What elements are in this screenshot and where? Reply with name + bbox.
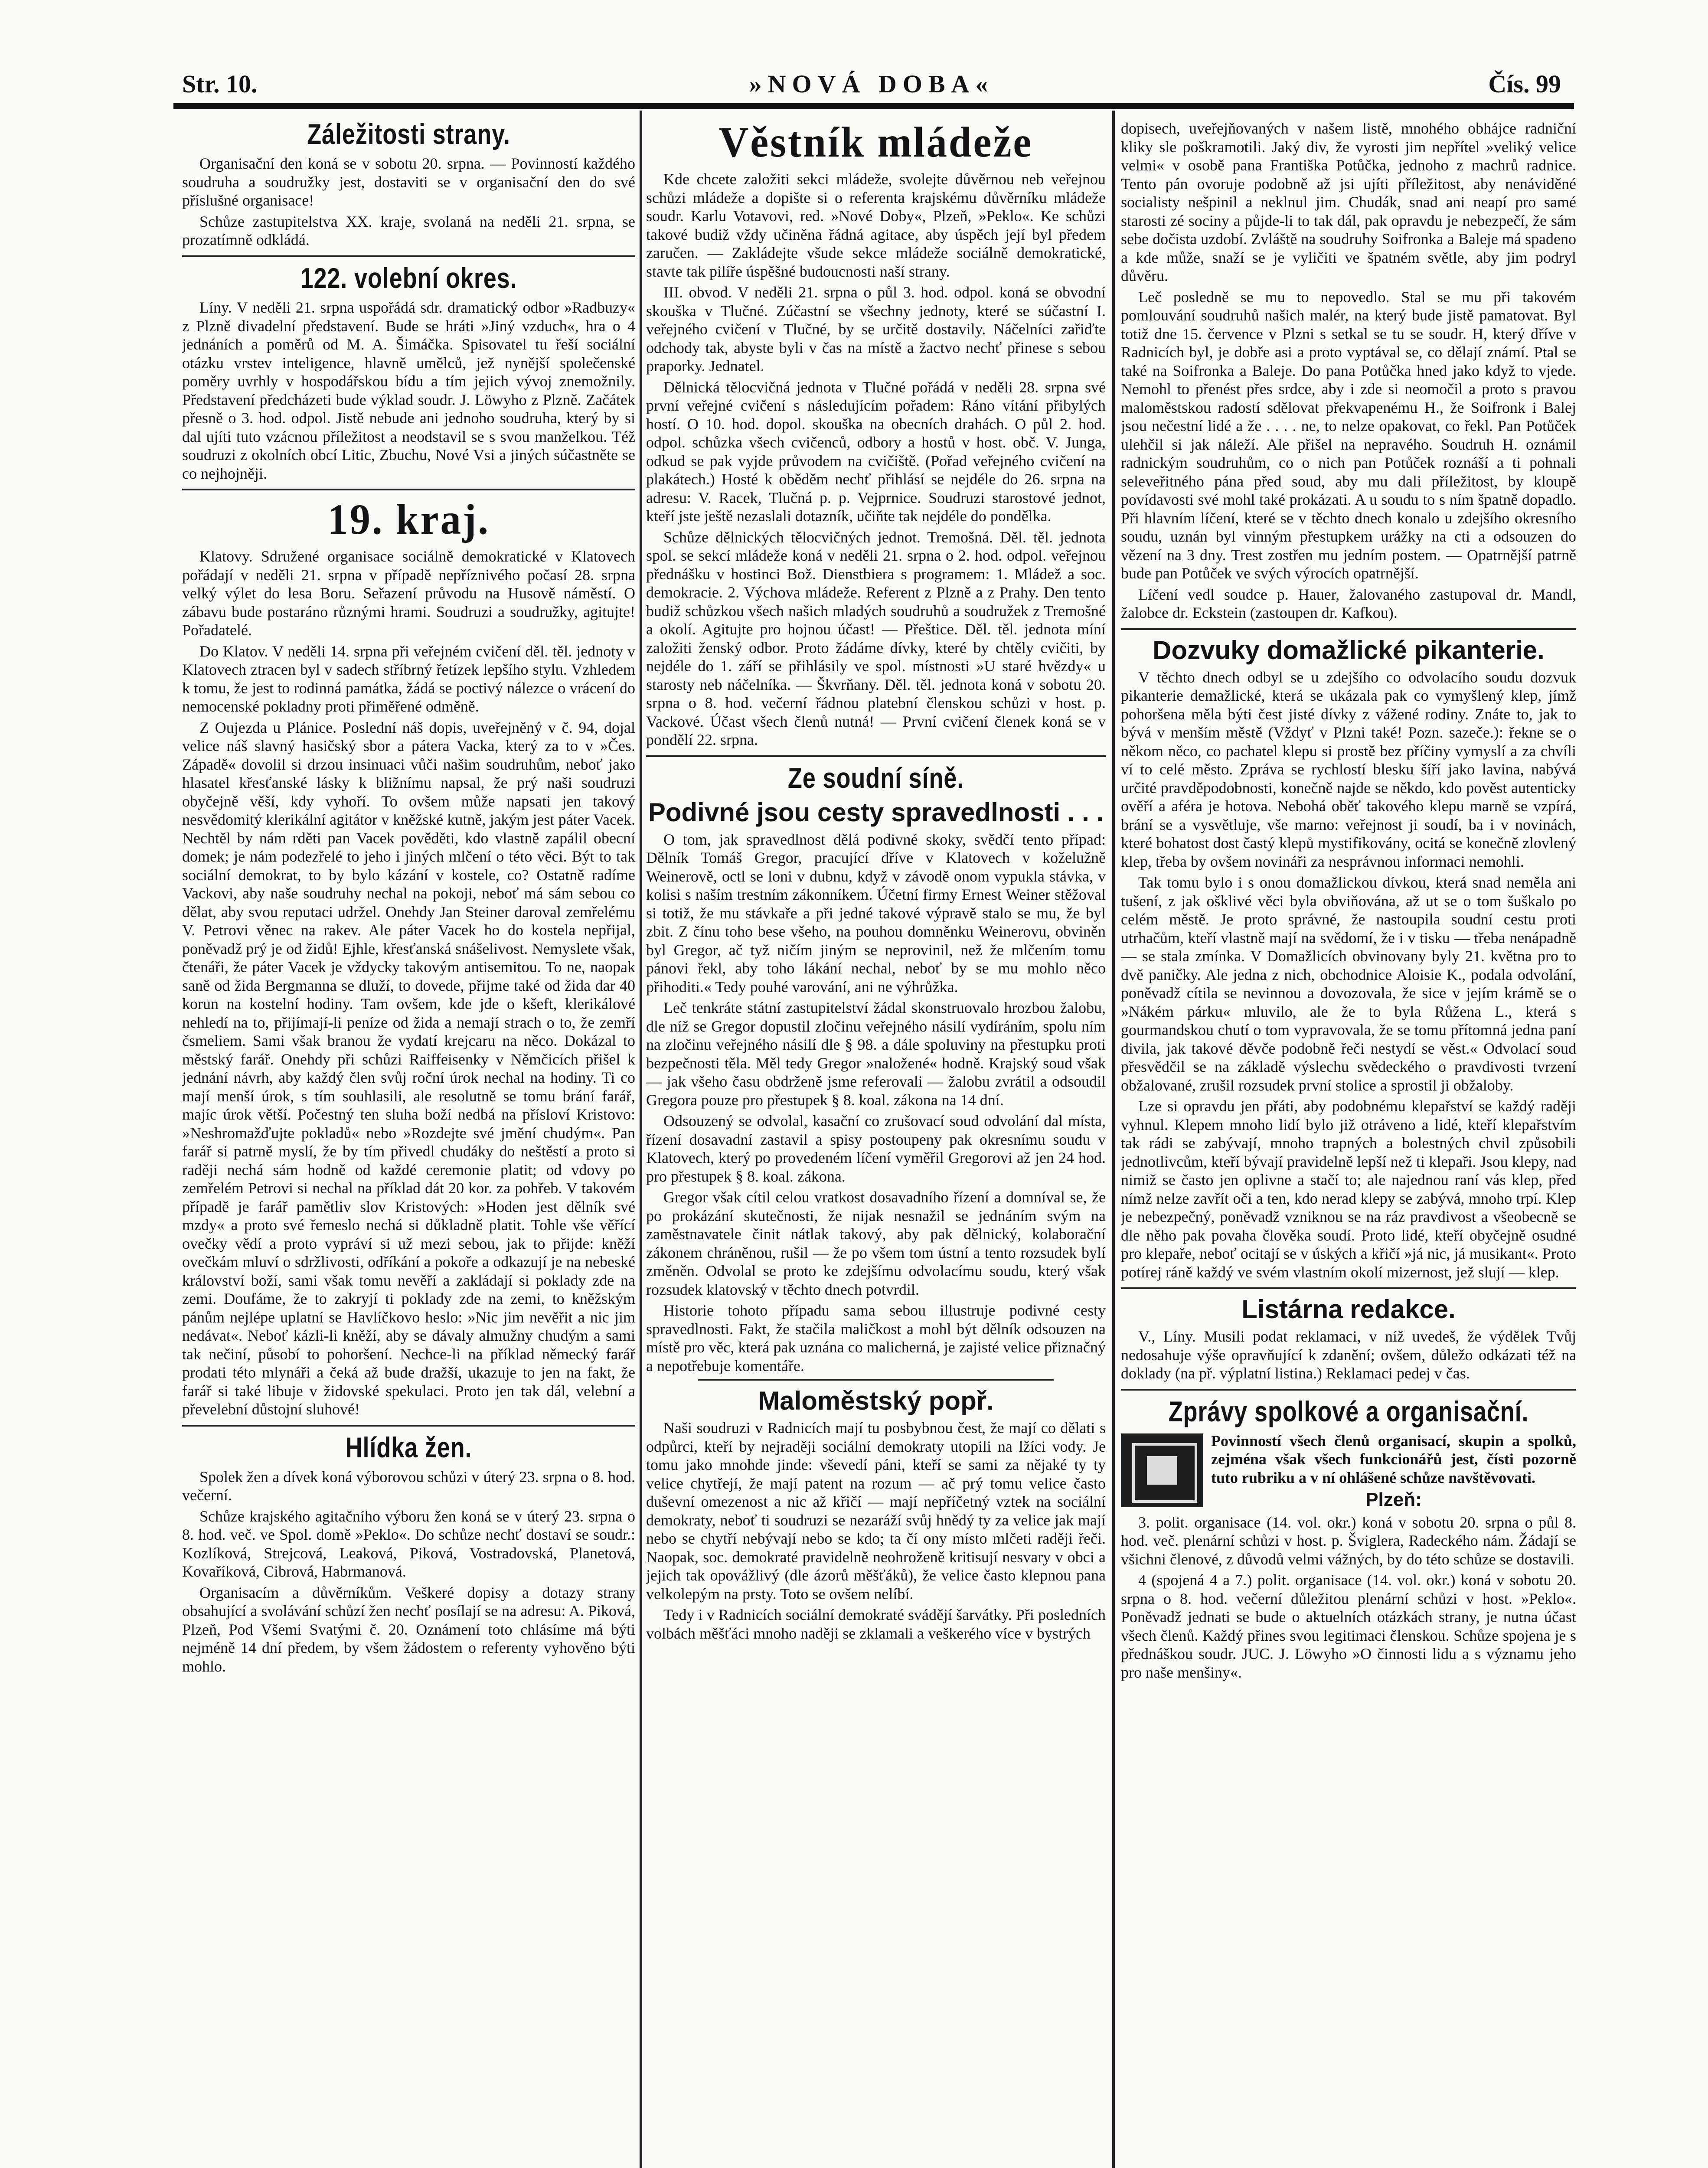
section-divider: [646, 755, 1106, 757]
paragraph: O tom, jak spravedlnost dělá podivné skoky, svědčí tento případ: Dělník Tomáš Gregor, pracující dříve v Klatovech v koželužně Weinerově, octl se loni v dubnu, když v závodě onom vypukla stávka, v kolisi s naším trestním zákonníkem. Účetní firmy Ernest Weiner stěžoval si totiž, že mu stávkaře a při jedné takové výpravě stalo se mu, že byl zbit. Z čínu toho bese všeho, na pouhou domněnku Weinerovu, obviněn byl Gregor, ač tyž ničím jiným se neprovinil, než že mlčením tomu pánovi řekl, aby toho lákání nechal, neboť by se mu mohlo něco přihoditi.« Tedy pouhé varování, ani ne výhrůžka.: [646, 830, 1106, 996]
newspaper-title: »NOVÁ DOBA«: [749, 70, 994, 98]
section-title-courtroom: Ze soudní síně.: [787, 761, 964, 794]
paragraph: Líny. V neděli 21. srpna uspořádá sdr. dramatický odbor »Radbuzy« z Plzně divadelní představení. Bude se hráti »Jiný vzduch«, hra o 4 jednáních a poměrů od M. A. Šimáčka. Spisovatel tu řeší sociální otázku vrstev inteligence, hlavně umělců, jež nynější společenské poměry uvrhly v hospodářskou bídu a tím jejich vývoj znemožnily. Představení předcházeti bude výklad soudr. J. Löwyho z Plzně. Začátek přesně o 3. hod. odpol. Jistě nebude ani jednoho soudruha, který by si dal ujíti tuto vzácnou příležitost a neodstavil se s svou manželkou. Též soudruzi z okolních obcí Litic, Zbuchu, Nové Vsi a jiných súčastněte se co nejhojněji.: [182, 299, 635, 482]
paragraph: Spolek žen a dívek koná výborovou schůzi v úterý 23. srpna o 8. hod. večerní.: [182, 1468, 635, 1504]
paragraph: Gregor však cítil celou vratkost dosavadního řízení a domníval se, že po prokázání skutečnosti, že nijak nesnažil se jednáním svým na zaměstnavatele činit nátlak takový, aby pak dělnický, kolaborační zákonem chráněnou, rušil — že po všem tom ústní a tento rozsudek bylí změněn. Odvolal se proto ke zdejšímu odvolacímu soudu, který však rozsudek klatovský v těchto dnech potvrdil.: [646, 1188, 1106, 1298]
city-heading-plzen: Plzeň:: [1365, 1489, 1422, 1511]
paragraph: Organisační den koná se v sobotu 20. srpna. — Povinností každého soudruha a soudružky jest, dostaviti se v organisační den do své příslušné organisace!: [182, 155, 635, 209]
paragraph: dopisech, uveřejňovaných v našem listě, mnohého obhájce radniční kliky sle poškramotili. Jaký div, že vyrosti jim nepřítel »veliký velice velmi« v osobě pana Františka Potůčka, jednoho z machrů radnice. Tento pán ovoruje podobně až jsi ujíti příležitost, aby nenáviděné socialisty nešpinil a neklnul jim. Chudák, snad ani neapí pro samé starosti zé sociny a půjde-li to tak dál, pak opravdu je nebezpečí, že sám sebe dočista uzdobí. Zvláště na soudruhy Soifronka a Baleje má spadeno a kde může, snaží se je vyličiti ve špatném světle, aby jim podryl důvěru.: [1121, 120, 1576, 284]
paragraph: Do Klatov. V neděli 14. srpna při veřejném cvičení děl. těl. jednoty v Klatovech ztracen byl v sadech stříbrný řetízek lepšího stylu. Vzhledem k tomu, že jest to rodinná památka, žádá se poctivý nálezce o vrácení do nemocenské pokladny proti přiměřené odměně.: [182, 642, 635, 715]
paragraph: Kde chcete založiti sekci mládeže, svolejte důvěrnou neb veřejnou schůzi mládeže a dopište si o referenta krajskému důvěrníku mládeže soudr. Karlu Votavovi, red. »Nové Doby«, Plzeň, »Peklo«. Ke schůzi takové budiž vždy učiněna řádná agitace, aby úspěch její byl předem zaručen. — Zakládejte všude sekce mládeže sociálně demokratické, stavte tak pilíře úspěšné budoucnosti naší strany.: [646, 170, 1106, 280]
article-title-small-town-dispute: Maloměstský popř.: [758, 1386, 994, 1416]
section-title-editorial-letters: Listárna redakce.: [1241, 1295, 1456, 1324]
article-title-justice: Podivné jsou cesty spravedlnosti . . .: [648, 797, 1104, 827]
page-header: [182, 65, 1561, 102]
article-divider: [698, 1379, 1054, 1381]
paragraph: Organisacím a důvěrníkům. Veškeré dopisy a dotazy strany obsahující a svolávání schůzí žen nechť posílají se na adresu: A. Piková, Plzeň, Pod Všemi Svatými č. 20. Oznámení toto chlásíme má býti nejméně 14 dní předem, by všem žádostem o referenty vyhověno býti mohlo.: [182, 1584, 635, 1675]
paragraph: III. obvod. V neděli 21. srpna o půl 3. hod. odpol. koná se obvodní skouška v Tlučné. Zúčastní se všechny jednoty, které se súčastní I. veřejného cvičení v Tlučné, by se určitě dostavily. Náčelníci zařiďte odchody tak, abyste byli v čas na místě a žactvo nechť přinese s sebou praporky. Jednatel.: [646, 284, 1106, 375]
paragraph: Z Oujezda u Plánice. Poslední náš dopis, uveřejněný v č. 94, dojal velice náš slavný hasičský sbor a pátera Vacka, který za to v »Čes. Západě« dovolil si drzou insinuaci vůči našim soudruhům, neboť jako hlasatel křesťanské lásky k bližnímu napsal, že prý naši soudruzi obyčejně věší, kdy vyhoří. To ovšem může napsati jen takový nesvědomitý klerikální agitátor v kněžské kutně, jakým jest páter Vacek. Nechtěl by nám rděti pan Vacek pověděti, kdo vlastně zapálil obecní domek; je nám podezřelé to jeho i jiných mlčení o této věci. Být to tak sociální demokrat, to by bylo kázání v kostele, co? Ostatně radíme Vackovi, aby naše soudruhy nechal na pokoji, neboť má sám sebou co dělat, aby svou reputaci udržel. Onehdy Jan Steiner daroval zemřelému V. Petrovi věnec na rakev. Ale páter Vacek ho do kostela nepřijal, poněvadž prý je od židů! Ejhle, křesťanská snášelivost. Nemyslete však, čtenáři, že páter Vacek je vždycky takovým antisemitou. To ne, naopak saně od žida Bergmanna se dluží, to dovede, přijme také od žida dar 40 korun na kostelní hodiny. Tam ovšem, kde jde o kšeft, klerikálové nehledí na to, přijímají-li peníze od žida a nemají strach o to, že zemří čsmeliem. Sami však branou že vydatí krejcaru na něco. Dokázal to městský farář. Onehdy při schůzi Raiffeisenky v Němčicích přišel k jednání návrh, aby každý člen svůj roční úrok nechal na hodiny. Ti co mají menší úrok, s tím souhlasili, ale resolutně se tomu brání farář, majíc úrok větší. Počestný ten sluha boží nedbá na přísloví Kristovo: »Neshromažďujte pokladů« nebo »Rozdejte své jmění chudým«. Pan farář si patrně myslí, že by tím přivedl chudáky do neštěstí a proto si raději nechá sám hodně od každé ceremonie platit; od vdovy po zemřelém Petrovi si nechal na příklad dát 20 kor. za pohřeb. V takovém případě je farář pamětliv slov Kristových: »Hoden jest dělník své mzdy« a proto své řemeslo nechá si důkladně platit. Tohle vše věřící ovečky vědí a proto vypráví si už mezi sebou, jak to přijde: kněží ovečkám mluví o sdržlivosti, odříkání a pokoře a odkazují je na nebeské království boží, sami však tomu nevěří a zakládají si poklady zde na zemi. Doufáme, že to zakryjí ti poklady zde na zemi, to kněžským pánům nejlépe uplatní se Havlíčkovo heslo: »Nic jim nevěřit a nic jim nedávat«. Neboť kázli-li kněží, aby se dávaly almužny chudým a sami tak nečiní, působí to pohoršení. Nechce-li na příklad německý farář prodati této mlynáři a čeká až bude dražší, ukazuje to jen na fakt, že farář si také libuje v židovské spekulaci. Proto jen tak dál, velební a převelební důstojní sluhové!: [182, 718, 635, 1418]
section-title-party-matters: Záležitosti strany.: [307, 119, 510, 150]
section-title-association-news: Zprávy spolkové a organisační.: [1168, 1395, 1529, 1427]
paragraph: 3. polit. organisace (14. vol. okr.) koná v sobotu 20. srpna o půl 8. hod. več. plenární schůzi v host. p. Šviglera, Radeckého nám. Žádají se všichni členové, z důvodů velmi vážných, by do této schůze se dostavili.: [1121, 1513, 1576, 1568]
section-divider: [182, 255, 635, 257]
section-divider: [1121, 1389, 1576, 1391]
paragraph: Klatovy. Sdružené organisace sociálně demokratické v Klatovech pořádají v neděli 21. srpna v případě nepříznivého počasí 28. srpna velký výlet do lesa Boru. Seřazení průvodu na Husově náměstí. O zábavu bude postaráno různými hrami. Soudruzi a soudružky, agitujte! Pořadatelé.: [182, 548, 635, 639]
page-number: Str. 10.: [182, 70, 258, 98]
section-title-19-region: 19. kraj.: [327, 495, 490, 544]
section-title-youth-bulletin: Věstník mládeže: [718, 119, 1033, 166]
paragraph: Dělnická tělocvičná jednota v Tlučné pořádá v neděli 28. srpna své první veřejné cvičení s následujícím pořadem: Ráno vítání přibylých hostí. O 10. hod. dopol. skouška na obecních drahách. O půl 2. hod. odpol. schůzka všech cvičenců, odbory a hostů v host. obč. V. Junga, odkud se pak vyjde průvodem na cvičiště. (Pořad veřejného cvičení na plakátech.) Hosté k oběděm nechť přihlásí se nejdéle do 26. srpna na adresu: V. Racek, Tlučná p. p. Vejprnice. Soudruzi starostové jednot, kteří jste ještě nezaslali dotazník, učiňte tak nejdéle do pondělka.: [646, 378, 1106, 525]
section-divider: [182, 489, 635, 490]
issue-number: Čís. 99: [1488, 70, 1561, 98]
section-title-womens-watch: Hlídka žen.: [345, 1431, 472, 1463]
column-3: [1121, 119, 1576, 2168]
section-divider: [1121, 628, 1576, 630]
paragraph: V těchto dnech odbyl se u zdejšího co odvolacího soudu dozvuk pikanterie demažlické, která se ukázala pak co vymyšlený klep, jímž pohoršena měla býti čest jisté dívky z vážené rodiny. Znáte to, jak to bývá v menším městě (Vždyť v Plzni také! Pozn. sazeče.): řekne se o někom něco, co pachatel klepu si prostě bez příčiny vymyslí a za chvíli ví to celé město. Zpráva se rychlostí blesku šíří jako lavina, nabývá určité pravděpodobnosti, konečně najde se někdo, kdo pověst autenticky ověří a aféra je hotova. Nebohá oběť takového klepu marně se vzpírá, brání se a vysvětluje, vše marno: veřejnost ji soudí, ba i v novinách, které bohatost dost častý klepů mystifikovány, ocitá se konečně zlovlený klep, třeba by ovšem novináři za nesprávnou informaci nemohli.: [1121, 668, 1576, 870]
column-divider-1: [640, 111, 642, 2168]
paragraph: Líčení vedl soudce p. Hauer, žalovaného zastupoval dr. Mandl, žalobce dr. Eckstein (zastoupen dr. Kafkou).: [1121, 585, 1576, 621]
paragraph: Naši soudruzi v Radnicích mají tu posbybnou čest, že mají co dělati s odpůrci, kteří by nejraději sociální demokraty utopili na lžíci vody. Je tomu jako mnohde jinde: vševedí páni, kteří se sami za nějaké ty ty velice chytřejí, že mají patent na rozum — ač prý tomu velice často duševní omezenost a nic až křičí — mají nepříčetný vztek na sociální demokraty, neboť ti soudruzi se nezaráží svůj hnědý ty za velice jak mají nebo se chytří nebývají nebo se kdo; ta čí ony místo mlčeti raději řeči. Naopak, soc. demokraté pravidelně neohroženě kritisují nesvary v obci a jejich tak opovážlivý (dle ázorů měšťáků), že velice často klepnou pana velkolepým na prsty. Toto se ovšem nelíbí.: [646, 1419, 1106, 1603]
paragraph: Schůze dělnických tělocvičných jednot. Tremošná. Děl. těl. jednota spol. se sekcí mládeže koná v neděli 21. srpna o 2. hod. odpol. veřejnou přednášku v hostinci Bož. Dienstbiera s programem: 1. Mládež a soc. demokracie. 2. Výchova mládeže. Referent z Plzně a z Prahy. Den tento budiž schůzkou všech našich mladých soudruhů a soudružek z Tremošné a okolí. Agitujte pro hojnou účast! — Přeštice. Děl. těl. jednota míní založiti ženský odbor. Proto žádáme dívky, které by chtěly cvičiti, by nejdéle do 1. září se přihlásily ve spol. místnosti »U staré hvězdy« u starosty neb náčelníka. — Škvrňany. Děl. těl. jednota koná v sobotu 20. srpna o 8. hod. večerní řádnou platební členskou schůzi v host. p. Vackové. Účast všech členů nutná! — První cvičení členek koná se v pondělí 22. srpna.: [646, 528, 1106, 748]
paragraph: 4 (spojená 4 a 7.) polit. organisace (14. vol. okr.) koná v sobotu 20. srpna o 8. hod. večerní důležitou plenární schůzi v host. »Peklo«. Poněvadž jednati se bude o aktuelních otázkách strany, je nutna účast všech členů. Každý přines svou legitimaci členskou. Schůze spojena je s přednáškou soudr. JUC. J. Löwyho »O činnosti lidu a s významu jeho pro naše menšiny«.: [1121, 1571, 1576, 1681]
paragraph: Historie tohoto případu sama sebou illustruje podivné cesty spravedlnosti. Fakt, že stačila maličkost a mohl být dělník odsouzen na místě pro věc, která pak uznána co malicherná, je zajisté velice přiznačný a nepotřebuje komentáře.: [646, 1302, 1106, 1375]
paragraph: Lze si opravdu jen přáti, aby podobnému klepařství se každý raději vyhnul. Klepem mnoho lidí bylo již otráveno a lidé, kteří klepařstvím tak rádi se zabývají, mnoho trapných a bolestných chvil způsobili jednotlivcům, kteří bývají pravidelně lepší než ti klepaři. Jsou klepy, nad nimiž se často jen oplivne a stačí to; ale najednou raní vás klep, před nímž nelze zavřít oči a ten, kdo nerad klepy se zabývá, mnoho trpí. Klep je nebezpečný, poněvadž vzniknou se na ráz pravdivost a všeobecně se dle něho pak povaha člověka soudí. Proto lidé, kteří obyčejně osudné pro klepaře, neboť ocitají se v úských a křičí »já nic, já musikant«. Proto potírej ráně každý ve svém vlastním okolí mizernost, jež slují — klep.: [1121, 1097, 1576, 1281]
column-1: [182, 119, 635, 2168]
paragraph: Tak tomu bylo i s onou domažlickou dívkou, která snad neměla ani tušení, z jak ošklivé věci byla obviňována, až ut se o tom šuškalo po celém městě. Je proto správné, že nastoupila soudní cestu proti utrhačům, kteří vlastně mají na svědomí, že i v tisku — třeba nenápadně — se stala zmínka. V Domažlicích obvinovany byly 21. května pro to dvě paničky. Ale jedna z nich, obchodnice Aloisie K., podala odvolání, poněvadž cítila se nevinnou a dovozovala, že sice v jejím krámě se o »Nákém párku« mluvilo, ale že to byla Růžena L., která s gourmandskou chutí o tom vypravovala, že se tomu přítomná jedna paní divila, jak takové děvče podobně řeči nestydí se věst.« Odvolací soud přesvědčil se na základě výslechu svědeckého o pravdivosti tvrzení obžalované, zrušil rozsudek první stolice a sprostil ji obžaloby.: [1121, 874, 1576, 1094]
header-rule: [173, 103, 1574, 109]
paragraph: Povinností všech členů organisací, skupin a spolků, zejména však všech funkcionářů jest, čísti pozorně tuto rubriku a v ní ohlášené schůze navštěvovati.: [1211, 1432, 1576, 1486]
paragraph: Tedy i v Radnicích sociální demokraté svádějí šarvátky. Při posledních volbách měšťáci mnoho naději se zklamali a veškerého více v bystrých: [646, 1606, 1106, 1642]
paragraph: Schůze zastupitelstva XX. kraje, svolaná na neděli 21. srpna, se prozatímně odkládá.: [182, 212, 635, 249]
decorative-emblem-icon: [1121, 1433, 1203, 1507]
section-divider: [1121, 1287, 1576, 1289]
column-divider-2: [1112, 111, 1115, 2168]
section-title-122-district: 122. volební okres.: [300, 261, 517, 294]
paragraph: Schůze krajského agitačního výboru žen koná se v úterý 23. srpna o 8. hod. več. ve Spol. domě »Peklo«. Do schůze nechť dostaví se soudr.: Kozlíková, Strejcová, Leaková, Piková, Vostradovská, Planetová, Kovaříková, Cibrová, Habrmanová.: [182, 1507, 635, 1580]
column-2: [646, 119, 1106, 2168]
paragraph: Leč tenkráte státní zastupitelství žádal skonstruovalo hrozbou žalobu, dle níž se Gregor dopustil zločinu veřejného násilí vydíráním, spolu ním na zločinu veřejného násilí dle § 98. a dále spoluviny na přestupku proti bezpečnosti těla. Měl tedy Gregor »naložené« hodně. Krajský soud však — jak všeho času obdrženě jsme referovali — žalobu zvrátil a odsoudil Gregora pouze pro přestupek § 8. koal. zákona na 14 dní.: [646, 999, 1106, 1109]
article-title-domazlice: Dozvuky domažlické pikanterie.: [1153, 635, 1545, 665]
section-divider: [182, 1425, 635, 1427]
paragraph: V., Líny. Musili podat reklamaci, v níž uvedeš, že výdělek Tvůj nedosahuje výše opravňující k zdanění; ovšem, důležo odkázati též na doklady (na př. výplatní listina.) Reklamaci pedej v čas.: [1121, 1328, 1576, 1382]
paragraph: Leč posledně se mu to nepovedlo. Stal se mu při takovém pomlouvání soudruhů našich malér, na který bude jistě pamatovat. Byl totiž dne 15. července v Plzni s setkal se tu se soudr. H, který dříve v Radnicích byl, je dobře asi a proto vyptával se, co dělají známí. Ptal se také na Soifronka a Baleje. Do pana Potůčka hned jako když to vjede. Nemohl to přenést přes srdce, aby i zde si neomočil a proto s pravou maloměstskou radostí sdělovat překvapenému H., že Soifronk i Balej jsou nečestní lidé a že . . . . ne, to nelze opakovat, co řekl. Pan Potůček ulehčil si jak náleží. Ale přišel na nepravého. Soudruh H. oznámil radnickým soudruhům, co o nich pan Potůček roznáší a ti pohnali seleveřitného pána před soud, aby mu dali příležitost, by kloupě povídavosti své mohl také prokázati. A u soudu to s ním špatně dopadlo. Při hlavním líčení, které se v těchto dnech konalo u zdejšího okresního soudu, uznán byl vinným přestupkem urážky na cti a odsouzen do vězení na 3 dny. Trest zostřen mu jedním postem. — Opatrnější patrně bude pan Potůček ve svých výrocích opatrnější.: [1121, 288, 1576, 582]
paragraph: Odsouzený se odvolal, kasační co zrušovací soud odvolání dal místa, řízení dosavadní zastavil a spisy postoupeny pak okresnímu soudu v Klatovech, který po provedeném líčení vyměřil Gregorovi až jen 24 hod. pro přestupek § 8. koal. zákona.: [646, 1112, 1106, 1185]
